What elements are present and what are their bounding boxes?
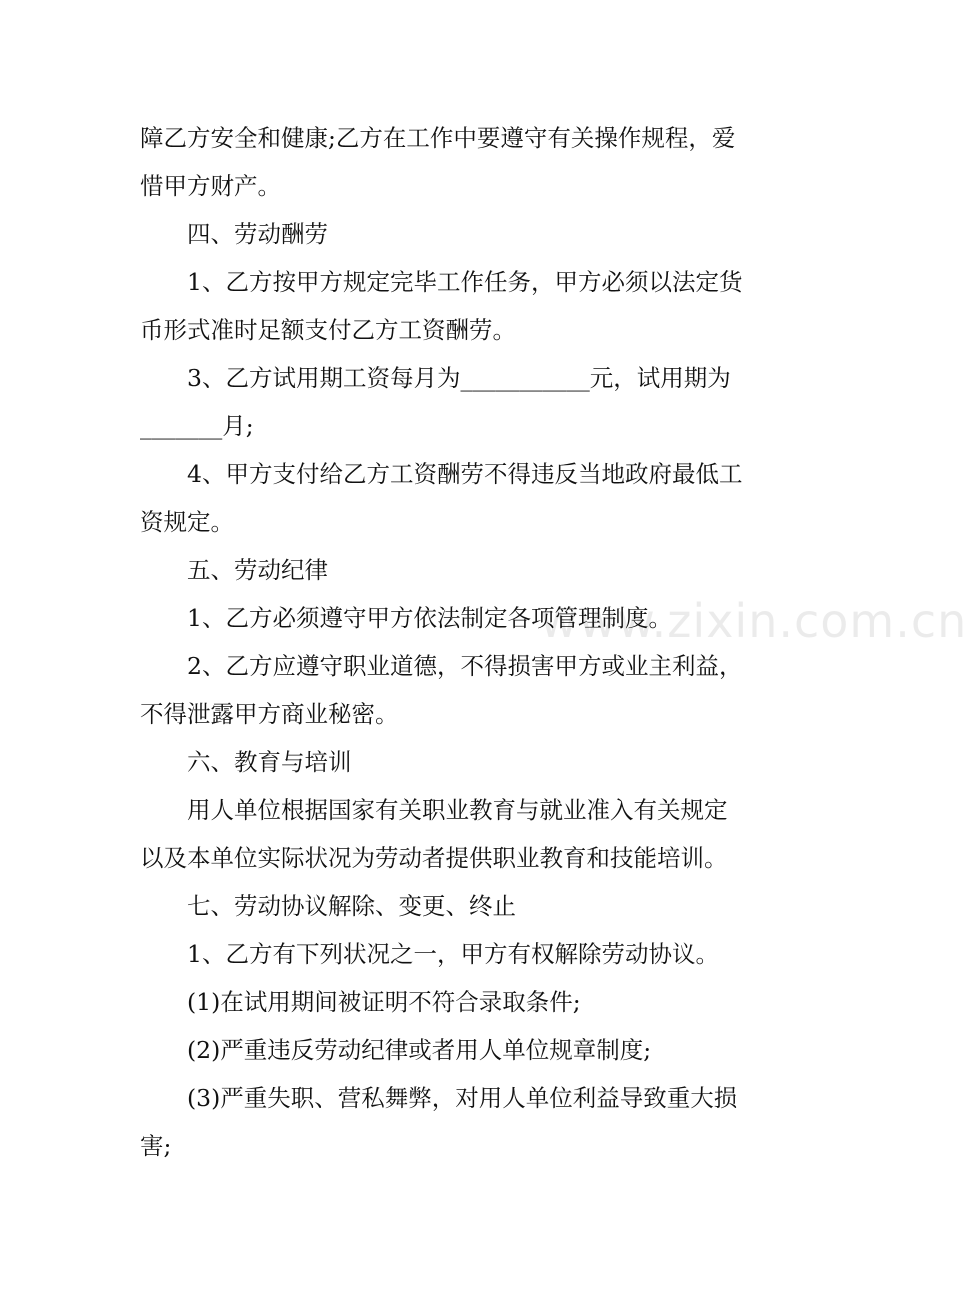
section-heading: 五、劳动纪律 [140, 556, 328, 584]
text-line: (1)在试用期间被证明不符合录取条件; [140, 988, 581, 1016]
document-body [140, 114, 780, 1170]
text-line: 惜甲方财产。 [140, 172, 281, 200]
text-line: (2)严重违反劳动纪律或者用人单位规章制度; [140, 1036, 652, 1064]
text-line: 不得泄露甲方商业秘密。 [140, 700, 399, 728]
section-heading: 七、劳动协议解除、变更、终止 [140, 892, 516, 920]
text-line: 资规定。 [140, 508, 234, 536]
text-line: 害; [140, 1132, 172, 1160]
text-line: 4、甲方支付给乙方工资酬劳不得违反当地政府最低工 [140, 460, 743, 488]
text-line: _______月; [140, 412, 254, 440]
text-line: 1、乙方必须遵守甲方依法制定各项管理制度。 [140, 604, 672, 632]
text-line: 2、乙方应遵守职业道德，不得损害甲方或业主利益， [140, 652, 743, 680]
section-heading: 六、教育与培训 [140, 748, 352, 776]
text-line: 障乙方安全和健康;乙方在工作中要遵守有关操作规程，爱 [140, 124, 736, 152]
text-line: 3、乙方试用期工资每月为___________元，试用期为 [140, 364, 731, 392]
text-line: 以及本单位实际状况为劳动者提供职业教育和技能培训。 [140, 844, 728, 872]
text-line: 1、乙方按甲方规定完毕工作任务，甲方必须以法定货 [140, 268, 743, 296]
text-line: 用人单位根据国家有关职业教育与就业准入有关规定 [140, 796, 728, 824]
watermark: www.zixin.com.cn [540, 594, 967, 648]
section-heading: 四、劳动酬劳 [140, 220, 328, 248]
text-line: 币形式准时足额支付乙方工资酬劳。 [140, 316, 516, 344]
text-line: (3)严重失职、营私舞弊，对用人单位利益导致重大损 [140, 1084, 738, 1112]
text-line: 1、乙方有下列状况之一，甲方有权解除劳动协议。 [140, 940, 719, 968]
